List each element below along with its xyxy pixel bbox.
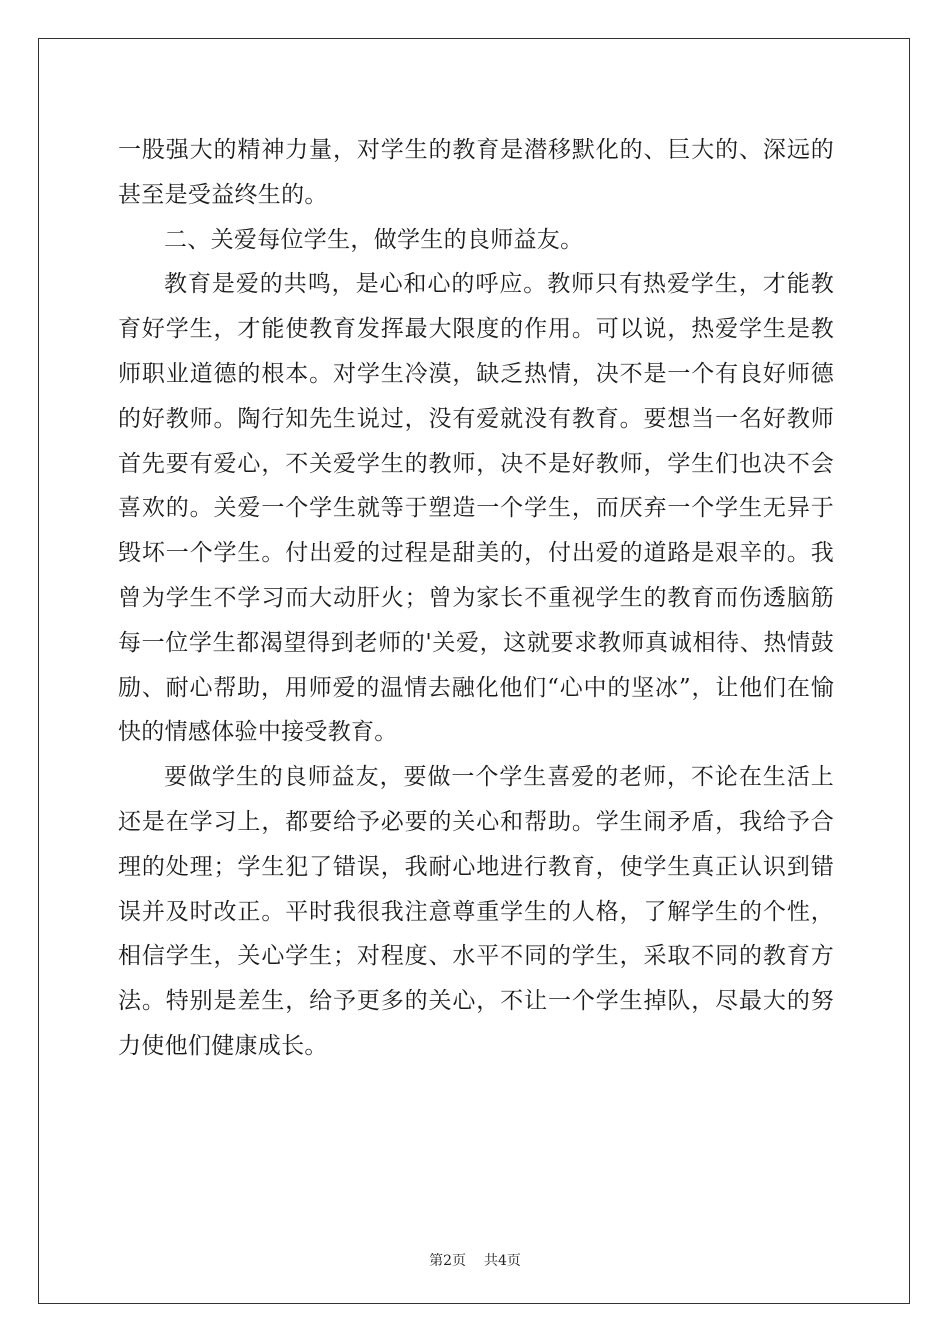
document-body — [118, 128, 834, 1069]
paragraph-3: 教育是爱的共鸣，是心和心的呼应。教师只有热爱学生，才能教育好学生，才能使教育发挥最大限度的作用。可以说，热爱学生是教师职业道德的根本。对学生冷漠，缺乏热情，决不是一个有良好师德的好教师。陶行知先生说过，没有爱就没有教育。要想当一名好教师首先要有爱心，不关爱学生的教师，决不是好教师，学生们也决不会喜欢的。关爱一个学生就等于塑造一个学生，而厌弃一个学生无异于毁坏一个学生。付出爱的过程是甜美的，付出爱的道路是艰辛的。我曾为学生不学习而大动肝火；曾为家长不重视学生的教育而伤透脑筋每一位学生都渴望得到老师的'关爱，这就要求教师真诚相待、热情鼓励、耐心帮助，用师爱的温情去融化他们“心中的坚冰”，让他们在愉快的情感体验中接受教育。 — [118, 271, 834, 746]
paragraph-4: 要做学生的良师益友，要做一个学生喜爱的老师，不论在生活上还是在学习上，都要给予必要的关心和帮助。学生闹矛盾，我给予合理的处理；学生犯了错误，我耐心地进行教育，使学生真正认识到错误并及时改正。平时我很我注意尊重学生的人格，了解学生的个性，相信学生，关心学生；对程度、水平不同的学生，采取不同的教育方法。特别是差生，给予更多的关心，不让一个学生掉队，尽最大的努力使他们健康成长。 — [118, 764, 834, 1059]
section-heading-2: 二、关爱每位学生，做学生的良师益友。 — [164, 226, 584, 253]
paragraph-1: 一股强大的精神力量，对学生的教育是潜移默化的、巨大的、深远的甚至是受益终生的。 — [118, 137, 834, 208]
page-number: 第2页 — [429, 1253, 466, 1269]
page-total: 共4页 — [484, 1253, 521, 1269]
page-footer — [0, 1250, 950, 1270]
